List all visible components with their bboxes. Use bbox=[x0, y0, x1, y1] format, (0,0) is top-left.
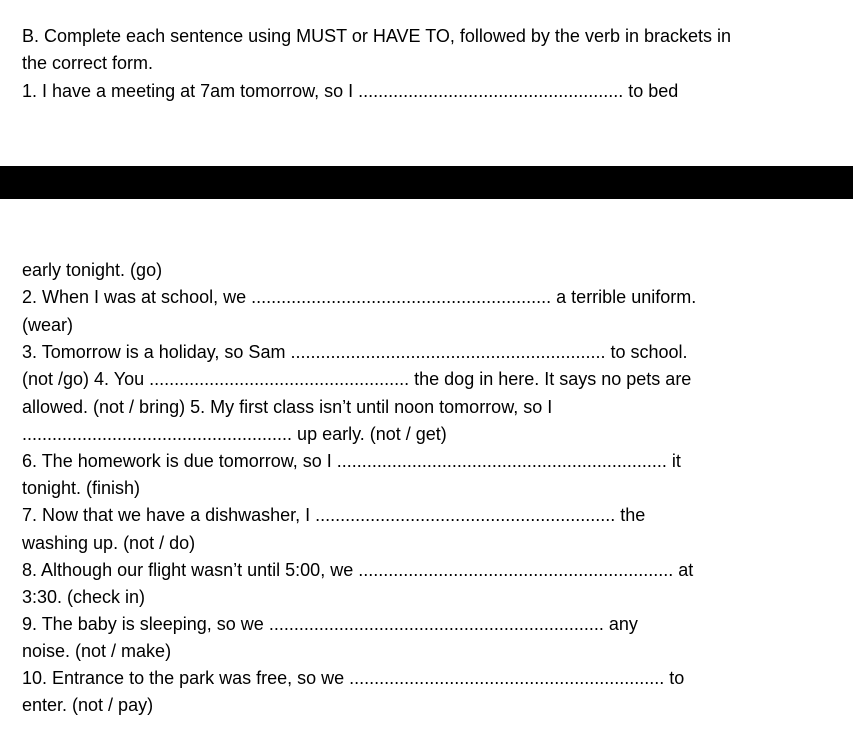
sentence-1-line-1: 1. I have a meeting at 7am tomorrow, so I ..................................................... to bed bbox=[22, 81, 679, 101]
black-redaction-bar bbox=[0, 166, 853, 199]
sentence-6-line-2: tonight. (finish) bbox=[22, 478, 141, 498]
sentence-9-line-2: noise. (not / make) bbox=[22, 641, 172, 661]
sentence-8-line-1: 8. Although our flight wasn’t until 5:00, we ............................................................... at bbox=[22, 560, 694, 580]
exercise-instruction-line-1: B. Complete each sentence using MUST or HAVE TO, followed by the verb in brackets in bbox=[22, 26, 732, 46]
sentence-2-line-2: (wear) bbox=[22, 315, 74, 335]
sentence-4-5-line: allowed. (not / bring) 5. My first class isn’t until noon tomorrow, so I bbox=[22, 397, 553, 417]
sentence-7-line-1: 7. Now that we have a dishwasher, I ............................................................ the bbox=[22, 505, 646, 525]
sentence-6-line-1: 6. The homework is due tomorrow, so I .................................................................. it bbox=[22, 451, 681, 471]
sentence-10-line-1: 10. Entrance to the park was free, so we ............................................................... to bbox=[22, 668, 685, 688]
sentence-7-line-2: washing up. (not / do) bbox=[22, 533, 196, 553]
sentence-9-line-1: 9. The baby is sleeping, so we ................................................................... any bbox=[22, 614, 638, 634]
sentence-8-line-2: 3:30. (check in) bbox=[22, 587, 146, 607]
sentence-2-line-1: 2. When I was at school, we ............................................................ a terrible uniform. bbox=[22, 287, 697, 307]
sentence-5-line-2: ...................................................... up early. (not / get) bbox=[22, 424, 447, 444]
exercise-instruction-line-2: the correct form. bbox=[22, 53, 154, 73]
sentence-1-line-2: early tonight. (go) bbox=[22, 260, 163, 280]
sentence-3-4-line: (not /go) 4. You .................................................... the dog in here. It says no pets are bbox=[22, 369, 692, 389]
sentence-3-line-1: 3. Tomorrow is a holiday, so Sam ............................................................... to school. bbox=[22, 342, 688, 362]
sentence-10-line-2: enter. (not / pay) bbox=[22, 695, 154, 715]
